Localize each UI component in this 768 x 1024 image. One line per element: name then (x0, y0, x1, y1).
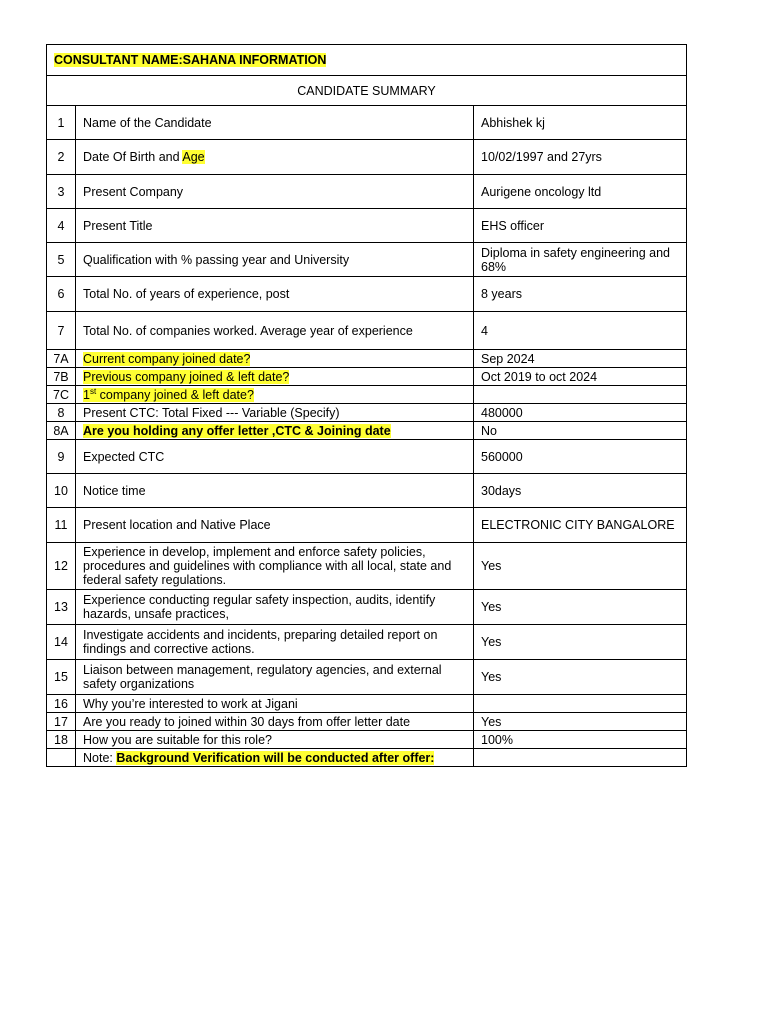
row-number: 8A (47, 422, 76, 440)
note-prefix: Note: (83, 750, 117, 765)
row-number: 1 (47, 106, 76, 140)
row-number: 13 (47, 590, 76, 625)
row-question: Notice time (76, 474, 474, 508)
row-answer: 4 (474, 312, 687, 350)
note-row (47, 749, 687, 767)
table-row (47, 312, 687, 350)
table-row (47, 368, 687, 386)
row-answer: Oct 2019 to oct 2024 (474, 368, 687, 386)
row-number: 7A (47, 350, 76, 368)
row-answer: No (474, 422, 687, 440)
row-number: 14 (47, 625, 76, 660)
question-highlight: Previous company joined & left date? (83, 369, 290, 384)
ordinal-suffix: st (89, 386, 97, 396)
note-cell (76, 749, 474, 767)
row-answer: Aurigene oncology ltd (474, 175, 687, 209)
row-answer: Diploma in safety engineering and 68% (474, 243, 687, 277)
table-row (47, 209, 687, 243)
consultant-name: CONSULTANT NAME:SAHANA INFORMATION (54, 53, 327, 67)
row-question: Are you ready to joined within 30 days from offer letter date (76, 713, 474, 731)
table-row (47, 713, 687, 731)
row-answer: Yes (474, 590, 687, 625)
row-answer: 10/02/1997 and 27yrs (474, 140, 687, 175)
question-text: Date Of Birth and (83, 150, 183, 164)
question-highlight: Age (182, 150, 205, 164)
row-question: Name of the Candidate (76, 106, 474, 140)
row-number: 9 (47, 440, 76, 474)
table-row (47, 590, 687, 625)
row-answer: ELECTRONIC CITY BANGALORE (474, 508, 687, 543)
row-number: 7 (47, 312, 76, 350)
row-number: 15 (47, 660, 76, 695)
row-question: Experience in develop, implement and enforce safety policies, procedures and guidelines with compliance with all local, state and federal safety regulations. (76, 543, 474, 590)
table-row (47, 106, 687, 140)
row-answer: Abhishek kj (474, 106, 687, 140)
table-row (47, 660, 687, 695)
row-answer: Sep 2024 (474, 350, 687, 368)
row-number: 6 (47, 277, 76, 312)
ordinal-number: 1 (83, 387, 90, 402)
row-question (76, 140, 474, 175)
table-row (47, 243, 687, 277)
row-number: 18 (47, 731, 76, 749)
row-number: 17 (47, 713, 76, 731)
consultant-name-cell (47, 45, 687, 76)
table-row (47, 695, 687, 713)
row-number: 12 (47, 543, 76, 590)
table-row (47, 625, 687, 660)
table-row (47, 350, 687, 368)
row-answer: 30days (474, 474, 687, 508)
row-question: Liaison between management, regulatory agencies, and external safety organizations (76, 660, 474, 695)
row-answer: EHS officer (474, 209, 687, 243)
row-question: Present Company (76, 175, 474, 209)
row-answer: 100% (474, 731, 687, 749)
table-row (47, 175, 687, 209)
row-number: 11 (47, 508, 76, 543)
row-question: Total No. of years of experience, post (76, 277, 474, 312)
row-number: 10 (47, 474, 76, 508)
row-answer (474, 695, 687, 713)
table-row (47, 440, 687, 474)
table-row (47, 474, 687, 508)
row-question (76, 350, 474, 368)
row-answer: 560000 (474, 440, 687, 474)
row-number: 7B (47, 368, 76, 386)
question-highlight (83, 388, 254, 402)
row-number: 7C (47, 386, 76, 404)
row-answer: Yes (474, 625, 687, 660)
table-row (47, 140, 687, 175)
table-row (47, 422, 687, 440)
candidate-summary-table (46, 44, 687, 767)
row-number: 16 (47, 695, 76, 713)
row-question: Expected CTC (76, 440, 474, 474)
row-question (76, 368, 474, 386)
table-row (47, 543, 687, 590)
row-question: Present CTC: Total Fixed --- Variable (Specify) (76, 404, 474, 422)
row-answer: 480000 (474, 404, 687, 422)
question-highlight: Are you holding any offer letter ,CTC & Joining date (83, 423, 391, 438)
table-row (47, 404, 687, 422)
row-number: 8 (47, 404, 76, 422)
row-question (76, 422, 474, 440)
row-question: Qualification with % passing year and University (76, 243, 474, 277)
table-row (47, 731, 687, 749)
row-question: Why you’re interested to work at Jigani (76, 695, 474, 713)
note-answer-cell (474, 749, 687, 767)
note-number-cell (47, 749, 76, 767)
row-answer: Yes (474, 543, 687, 590)
row-answer: Yes (474, 660, 687, 695)
row-question: Total No. of companies worked. Average year of experience (76, 312, 474, 350)
row-question: How you are suitable for this role? (76, 731, 474, 749)
table-row (47, 277, 687, 312)
row-answer: 8 years (474, 277, 687, 312)
row-question: Present location and Native Place (76, 508, 474, 543)
row-number: 5 (47, 243, 76, 277)
note-highlight: Background Verification will be conducted after offer: (116, 750, 435, 765)
question-highlight: Current company joined date? (83, 351, 251, 366)
row-question: Present Title (76, 209, 474, 243)
row-number: 2 (47, 140, 76, 175)
row-question (76, 386, 474, 404)
row-answer: Yes (474, 713, 687, 731)
row-question: Experience conducting regular safety inspection, audits, identify hazards, unsafe practices, (76, 590, 474, 625)
row-answer (474, 386, 687, 404)
table-row (47, 508, 687, 543)
summary-title: CANDIDATE SUMMARY (47, 76, 687, 106)
row-number: 3 (47, 175, 76, 209)
row-question: Investigate accidents and incidents, preparing detailed report on findings and corrective actions. (76, 625, 474, 660)
question-text: company joined & left date? (96, 387, 254, 402)
row-number: 4 (47, 209, 76, 243)
table-row (47, 386, 687, 404)
